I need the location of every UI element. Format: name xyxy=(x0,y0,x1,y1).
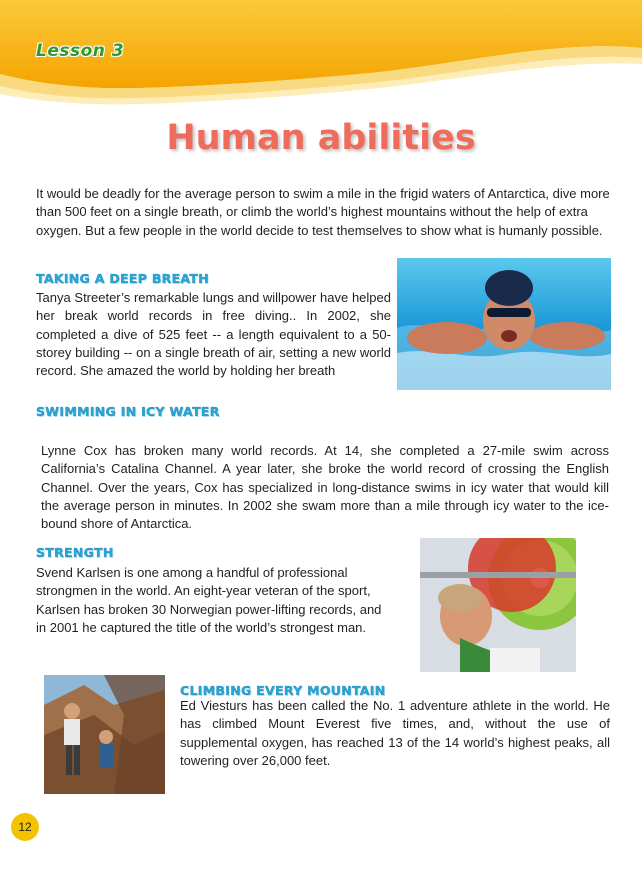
section-text-deep-breath: Tanya Streeter’s remarkable lungs and willpower have helped her break world records in free diving.. In 2002, she completed a dive of 525 feet -- a length equivalent to a 50-storey building -- on a single breath of air, setting a new world record. She amazed the world by holding her breath xyxy=(36,290,391,379)
intro-paragraph: It would be deadly for the average person to swim a mile in the frigid waters of Antarctica, dive more than 500 feet on a single breath, or climb the world’s highest mountains without the help of extra oxygen. But a few people in the world decide to test themselves to show what is humanly possible. xyxy=(36,186,610,238)
lesson-label: Lesson 3 xyxy=(36,41,125,61)
page-number: 12 xyxy=(11,813,39,841)
section-heading-climbing: CLIMBING EVERY MOUNTAIN xyxy=(180,683,386,698)
section-heading-deep-breath: TAKING A DEEP BREATH xyxy=(36,271,210,286)
weightlifter-photo xyxy=(420,538,576,672)
section-text-icy-water: Lynne Cox has broken many world records. At 14, she completed a 27-mile swim across California’s Catalina Channel. A year later, she broke the world record of crossing the English Channel. Over the years, Cox has specialized in long-distance swims in icy water that would kill the average person in minutes. In 2002 she swam more than a mile through icy water to the ice-bound shore of Antarctica. xyxy=(41,443,609,532)
section-heading-icy-water: SWIMMING IN ICY WATER xyxy=(36,404,220,419)
climber-photo xyxy=(44,675,165,794)
section-heading-strength: STRENGTH xyxy=(36,545,114,560)
section-text-climbing: Ed Viesturs has been called the No. 1 adventure athlete in the world. He has climbed Mount Everest five times, and, without the use of supplemental oxygen, has reached 13 of the 14 world’s highest peaks, all towering over 26,000 feet. xyxy=(180,698,610,768)
page-title: Human abilities xyxy=(166,118,476,158)
section-text-strength: Svend Karlsen is one among a handful of professional strongmen in the world. An eight-year veteran of the sport, Karlsen has broken 30 Norwegian power-lifting records, and in 2001 he captured the title of the world’s strongest man. xyxy=(36,565,382,635)
swimmer-photo xyxy=(397,258,611,390)
